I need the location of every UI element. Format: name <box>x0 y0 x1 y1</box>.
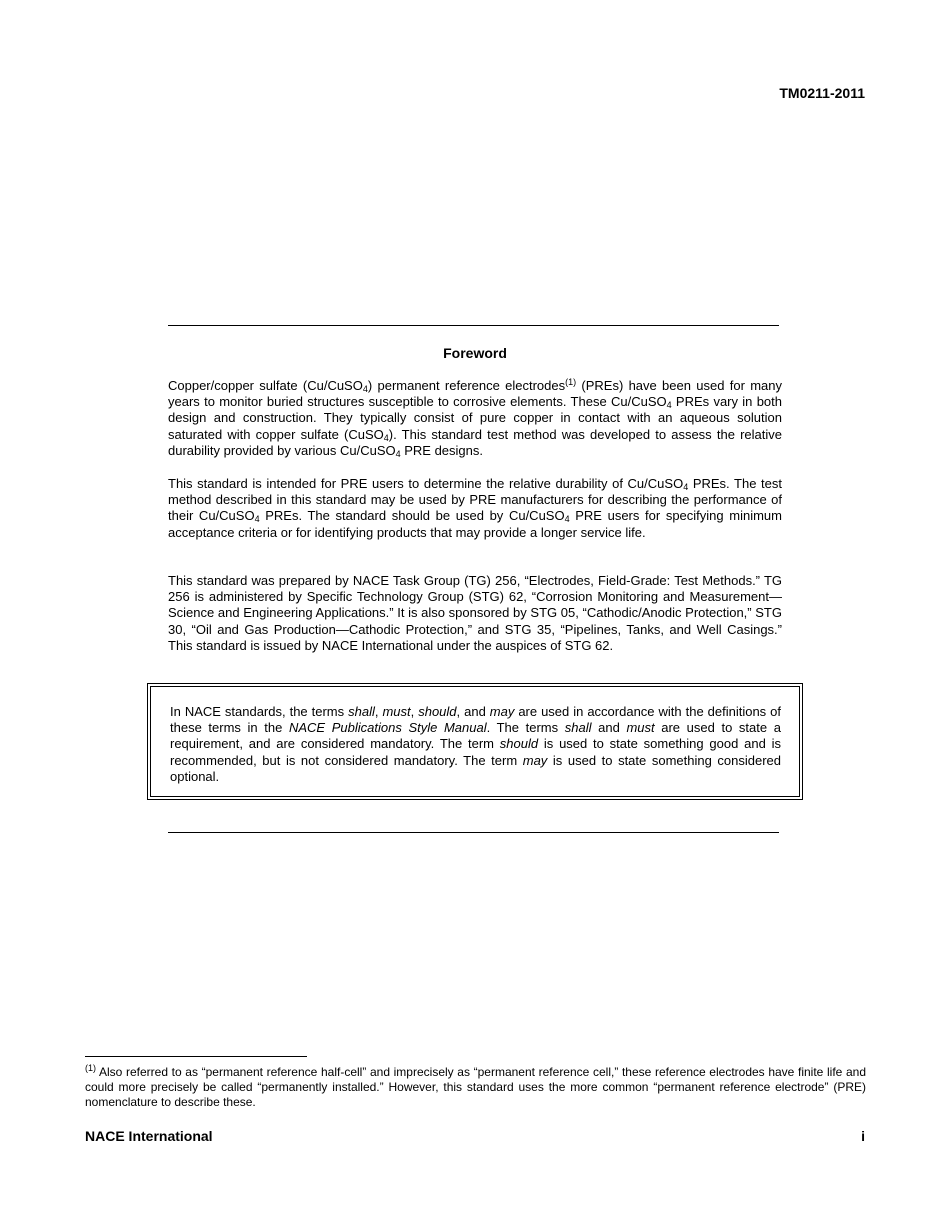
page-number: i <box>861 1128 865 1144</box>
notice-inner-border <box>150 686 800 797</box>
document-number: TM0211-2011 <box>779 85 865 101</box>
footnote-divider <box>85 1056 307 1057</box>
footnote-marker: (1) <box>85 1063 96 1073</box>
terminology-notice-text: In NACE standards, the terms shall, must, should, and may are used in accordance with the definitions of these terms in the NACE Publications Style Manual. The terms shall and must are used to state a requirement, and are considered mandatory. The term should is used to state something good and is recommended, but is not considered mandatory. The term may is used to state something considered optional. <box>170 704 781 784</box>
footnote-reference: (1) <box>565 377 577 387</box>
foreword-paragraph-1: Copper/copper sulfate (Cu/CuSO$_4$) permanent reference electrodes$^{(1)}$ (PREs) have been used for many years to monitor buried structures susceptible to corrosive elements. These Cu/CuSO$_4$ PREs vary in both design and construction. They typically consist of pure copper in contact with an aqueous solution saturated with copper sulfate (CuSO$_4$). This standard test method was developed to assess the relative durability provided by various Cu/CuSO$_4$ PRE designs. <box>168 377 782 459</box>
top-divider <box>168 325 779 326</box>
footer-organization: NACE International <box>85 1128 213 1144</box>
foreword-paragraph-2: This standard is intended for PRE users to determine the relative durability of Cu/CuSO$_4$ PREs. The test method described in this standard may be used by PRE manufacturers for describing the performance of their Cu/CuSO$_4$ PREs. The standard should be used by Cu/CuSO$_4$ PRE users for specifying minimum acceptance criteria or for identifying products that may provide a longer service life. <box>168 476 782 540</box>
footnote: $^{(1)}$ Also referred to as “permanent reference half-cell” and imprecisely as “permanent reference cell,” these reference electrodes have finite life and could more precisely be called “permanently installed.” However, this standard uses the more common “permanent reference electrode” (PRE) nomenclature to describe these. <box>85 1063 866 1109</box>
foreword-title: Foreword <box>443 345 507 361</box>
foreword-paragraph-3: This standard was prepared by NACE Task Group (TG) 256, “Electrodes, Field-Grade: Test Methods.” TG 256 is administered by Specific Technology Group (STG) 62, “Corrosion Monitoring and Measurement—Science and Engineering Applications.” It is also sponsored by STG 05, “Cathodic/Anodic Protection,” STG 30, “Oil and Gas Production—Cathodic Protection,” and STG 35, “Pipelines, Tanks, and Well Casings.” This standard is issued by NACE International under the auspices of STG 62. <box>168 573 782 653</box>
terminology-notice-box <box>147 683 803 800</box>
bottom-divider <box>168 832 779 833</box>
